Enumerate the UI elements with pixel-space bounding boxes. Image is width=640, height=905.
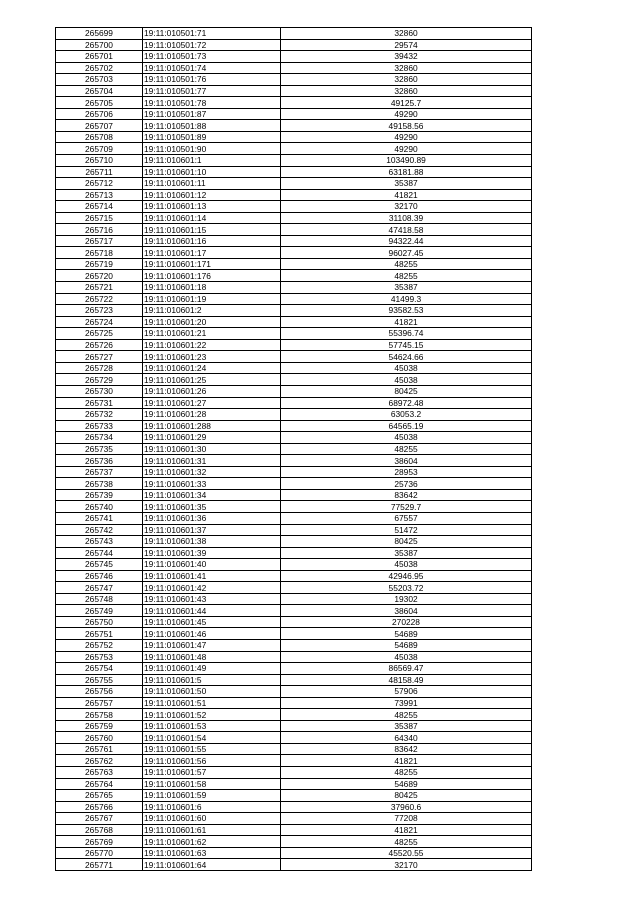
value-cell: 49125.7 [281, 97, 532, 109]
row-id-cell: 265717 [56, 235, 143, 247]
value-cell: 55396.74 [281, 328, 532, 340]
table-row [56, 466, 532, 478]
table-row [56, 755, 532, 767]
value-cell: 39432 [281, 51, 532, 63]
value-cell: 25736 [281, 478, 532, 490]
cadastral-number-cell: 19:11:010601:63 [143, 847, 281, 859]
table-row [56, 97, 532, 109]
cadastral-number-cell: 19:11:010601:59 [143, 790, 281, 802]
row-id-cell: 265709 [56, 143, 143, 155]
cadastral-number-cell: 19:11:010501:90 [143, 143, 281, 155]
row-id-cell: 265706 [56, 108, 143, 120]
table-row [56, 374, 532, 386]
row-id-cell: 265770 [56, 847, 143, 859]
value-cell: 42946.95 [281, 570, 532, 582]
value-cell: 35387 [281, 178, 532, 190]
value-cell: 41821 [281, 189, 532, 201]
cadastral-number-cell: 19:11:010601:29 [143, 432, 281, 444]
cadastral-number-cell: 19:11:010601:176 [143, 270, 281, 282]
cadastral-number-cell: 19:11:010601:19 [143, 293, 281, 305]
cadastral-number-cell: 19:11:010601:54 [143, 732, 281, 744]
value-cell: 45038 [281, 362, 532, 374]
table-row [56, 778, 532, 790]
row-id-cell: 265727 [56, 351, 143, 363]
table-row [56, 293, 532, 305]
row-id-cell: 265738 [56, 478, 143, 490]
value-cell: 83642 [281, 743, 532, 755]
table-row [56, 720, 532, 732]
table-row [56, 443, 532, 455]
value-cell: 94322.44 [281, 235, 532, 247]
table-row [56, 524, 532, 536]
table-row [56, 305, 532, 317]
row-id-cell: 265758 [56, 709, 143, 721]
cadastral-number-cell: 19:11:010601:25 [143, 374, 281, 386]
value-cell: 38604 [281, 455, 532, 467]
value-cell: 54624.66 [281, 351, 532, 363]
row-id-cell: 265699 [56, 28, 143, 40]
value-cell: 48255 [281, 767, 532, 779]
value-cell: 55203.72 [281, 582, 532, 594]
row-id-cell: 265744 [56, 547, 143, 559]
row-id-cell: 265729 [56, 374, 143, 386]
table-row [56, 51, 532, 63]
table-row [56, 62, 532, 74]
table-row [56, 409, 532, 421]
cadastral-number-cell: 19:11:010601:20 [143, 316, 281, 328]
table-row [56, 478, 532, 490]
value-cell: 80425 [281, 790, 532, 802]
value-cell: 49290 [281, 131, 532, 143]
row-id-cell: 265748 [56, 593, 143, 605]
row-id-cell: 265711 [56, 166, 143, 178]
value-cell: 31108.39 [281, 212, 532, 224]
cadastral-number-cell: 19:11:010601:10 [143, 166, 281, 178]
table-row [56, 743, 532, 755]
data-table [55, 27, 532, 871]
value-cell: 32860 [281, 74, 532, 86]
value-cell: 29574 [281, 39, 532, 51]
cadastral-number-cell: 19:11:010601:32 [143, 466, 281, 478]
row-id-cell: 265708 [56, 131, 143, 143]
table-row [56, 767, 532, 779]
cadastral-number-cell: 19:11:010601:21 [143, 328, 281, 340]
row-id-cell: 265749 [56, 605, 143, 617]
cadastral-number-cell: 19:11:010601:5 [143, 674, 281, 686]
table-row [56, 547, 532, 559]
cadastral-number-cell: 19:11:010601:52 [143, 709, 281, 721]
value-cell: 54689 [281, 639, 532, 651]
value-cell: 35387 [281, 547, 532, 559]
row-id-cell: 265714 [56, 201, 143, 213]
row-id-cell: 265759 [56, 720, 143, 732]
cadastral-number-cell: 19:11:010601:47 [143, 639, 281, 651]
cadastral-number-cell: 19:11:010601:24 [143, 362, 281, 374]
row-id-cell: 265761 [56, 743, 143, 755]
value-cell: 57745.15 [281, 339, 532, 351]
table-row [56, 362, 532, 374]
row-id-cell: 265760 [56, 732, 143, 744]
row-id-cell: 265724 [56, 316, 143, 328]
row-id-cell: 265731 [56, 397, 143, 409]
cadastral-number-cell: 19:11:010501:76 [143, 74, 281, 86]
cadastral-number-cell: 19:11:010501:77 [143, 85, 281, 97]
row-id-cell: 265747 [56, 582, 143, 594]
row-id-cell: 265737 [56, 466, 143, 478]
table-row [56, 512, 532, 524]
table-row [56, 836, 532, 848]
table-row [56, 270, 532, 282]
cadastral-number-cell: 19:11:010601:23 [143, 351, 281, 363]
cadastral-number-cell: 19:11:010601:11 [143, 178, 281, 190]
row-id-cell: 265713 [56, 189, 143, 201]
cadastral-number-cell: 19:11:010601:31 [143, 455, 281, 467]
cadastral-number-cell: 19:11:010601:6 [143, 801, 281, 813]
row-id-cell: 265746 [56, 570, 143, 582]
row-id-cell: 265763 [56, 767, 143, 779]
cadastral-number-cell: 19:11:010501:73 [143, 51, 281, 63]
table-row [56, 489, 532, 501]
table-row [56, 790, 532, 802]
value-cell: 32170 [281, 859, 532, 871]
value-cell: 48255 [281, 836, 532, 848]
row-id-cell: 265725 [56, 328, 143, 340]
table-row [56, 339, 532, 351]
table-row [56, 131, 532, 143]
row-id-cell: 265762 [56, 755, 143, 767]
cadastral-number-cell: 19:11:010601:57 [143, 767, 281, 779]
value-cell: 37960.6 [281, 801, 532, 813]
cadastral-number-cell: 19:11:010601:1 [143, 155, 281, 167]
table-row [56, 189, 532, 201]
row-id-cell: 265718 [56, 247, 143, 259]
row-id-cell: 265710 [56, 155, 143, 167]
table-row [56, 432, 532, 444]
table-row [56, 282, 532, 294]
table-row [56, 663, 532, 675]
table-row [56, 697, 532, 709]
table-row [56, 628, 532, 640]
table-row [56, 74, 532, 86]
value-cell: 68972.48 [281, 397, 532, 409]
cadastral-number-cell: 19:11:010601:40 [143, 559, 281, 571]
row-id-cell: 265728 [56, 362, 143, 374]
cadastral-number-cell: 19:11:010601:48 [143, 651, 281, 663]
value-cell: 80425 [281, 536, 532, 548]
row-id-cell: 265734 [56, 432, 143, 444]
row-id-cell: 265753 [56, 651, 143, 663]
table-row [56, 258, 532, 270]
table-row [56, 593, 532, 605]
table-row [56, 397, 532, 409]
value-cell: 80425 [281, 385, 532, 397]
cadastral-number-cell: 19:11:010601:61 [143, 824, 281, 836]
row-id-cell: 265715 [56, 212, 143, 224]
table-row [56, 155, 532, 167]
table-row [56, 651, 532, 663]
value-cell: 51472 [281, 524, 532, 536]
table-row [56, 582, 532, 594]
row-id-cell: 265757 [56, 697, 143, 709]
row-id-cell: 265740 [56, 501, 143, 513]
table-row [56, 674, 532, 686]
row-id-cell: 265751 [56, 628, 143, 640]
cadastral-number-cell: 19:11:010601:15 [143, 224, 281, 236]
value-cell: 28953 [281, 466, 532, 478]
value-cell: 48158.49 [281, 674, 532, 686]
row-id-cell: 265768 [56, 824, 143, 836]
value-cell: 48255 [281, 258, 532, 270]
cadastral-number-cell: 19:11:010601:43 [143, 593, 281, 605]
value-cell: 83642 [281, 489, 532, 501]
row-id-cell: 265752 [56, 639, 143, 651]
value-cell: 96027.45 [281, 247, 532, 259]
value-cell: 57906 [281, 686, 532, 698]
data-table-body [56, 28, 532, 871]
value-cell: 77208 [281, 813, 532, 825]
table-row [56, 686, 532, 698]
value-cell: 103490.89 [281, 155, 532, 167]
row-id-cell: 265732 [56, 409, 143, 421]
cadastral-number-cell: 19:11:010601:45 [143, 616, 281, 628]
cadastral-number-cell: 19:11:010601:62 [143, 836, 281, 848]
cadastral-number-cell: 19:11:010601:35 [143, 501, 281, 513]
row-id-cell: 265700 [56, 39, 143, 51]
value-cell: 270228 [281, 616, 532, 628]
value-cell: 54689 [281, 628, 532, 640]
value-cell: 41821 [281, 755, 532, 767]
row-id-cell: 265719 [56, 258, 143, 270]
cadastral-number-cell: 19:11:010501:74 [143, 62, 281, 74]
table-row [56, 28, 532, 40]
value-cell: 45038 [281, 651, 532, 663]
cadastral-number-cell: 19:11:010601:28 [143, 409, 281, 421]
value-cell: 86569.47 [281, 663, 532, 675]
value-cell: 49290 [281, 108, 532, 120]
value-cell: 64565.19 [281, 420, 532, 432]
cadastral-number-cell: 19:11:010601:50 [143, 686, 281, 698]
cadastral-number-cell: 19:11:010601:36 [143, 512, 281, 524]
table-row [56, 120, 532, 132]
cadastral-number-cell: 19:11:010601:14 [143, 212, 281, 224]
cadastral-number-cell: 19:11:010601:22 [143, 339, 281, 351]
table-row [56, 224, 532, 236]
row-id-cell: 265723 [56, 305, 143, 317]
cadastral-number-cell: 19:11:010601:60 [143, 813, 281, 825]
row-id-cell: 265726 [56, 339, 143, 351]
value-cell: 54689 [281, 778, 532, 790]
table-row [56, 385, 532, 397]
value-cell: 41821 [281, 316, 532, 328]
cadastral-number-cell: 19:11:010601:17 [143, 247, 281, 259]
row-id-cell: 265733 [56, 420, 143, 432]
cadastral-number-cell: 19:11:010601:27 [143, 397, 281, 409]
row-id-cell: 265745 [56, 559, 143, 571]
row-id-cell: 265721 [56, 282, 143, 294]
table-row [56, 616, 532, 628]
row-id-cell: 265741 [56, 512, 143, 524]
table-row [56, 235, 532, 247]
value-cell: 48255 [281, 270, 532, 282]
value-cell: 93582.53 [281, 305, 532, 317]
table-row [56, 813, 532, 825]
table-row [56, 455, 532, 467]
row-id-cell: 265769 [56, 836, 143, 848]
row-id-cell: 265720 [56, 270, 143, 282]
row-id-cell: 265756 [56, 686, 143, 698]
row-id-cell: 265742 [56, 524, 143, 536]
table-row [56, 559, 532, 571]
cadastral-number-cell: 19:11:010601:56 [143, 755, 281, 767]
table-row [56, 501, 532, 513]
table-row [56, 108, 532, 120]
cadastral-number-cell: 19:11:010601:41 [143, 570, 281, 582]
row-id-cell: 265764 [56, 778, 143, 790]
row-id-cell: 265736 [56, 455, 143, 467]
row-id-cell: 265730 [56, 385, 143, 397]
row-id-cell: 265716 [56, 224, 143, 236]
cadastral-number-cell: 19:11:010601:51 [143, 697, 281, 709]
value-cell: 77529.7 [281, 501, 532, 513]
table-row [56, 201, 532, 213]
table-row [56, 143, 532, 155]
row-id-cell: 265704 [56, 85, 143, 97]
table-row [56, 247, 532, 259]
table-row [56, 847, 532, 859]
cadastral-number-cell: 19:11:010601:12 [143, 189, 281, 201]
cadastral-number-cell: 19:11:010601:58 [143, 778, 281, 790]
table-row [56, 536, 532, 548]
value-cell: 45038 [281, 374, 532, 386]
table-row [56, 212, 532, 224]
value-cell: 45038 [281, 432, 532, 444]
value-cell: 19302 [281, 593, 532, 605]
table-row [56, 639, 532, 651]
cadastral-number-cell: 19:11:010601:33 [143, 478, 281, 490]
value-cell: 67557 [281, 512, 532, 524]
value-cell: 32860 [281, 62, 532, 74]
row-id-cell: 265771 [56, 859, 143, 871]
cadastral-number-cell: 19:11:010501:89 [143, 131, 281, 143]
value-cell: 41499.3 [281, 293, 532, 305]
cadastral-number-cell: 19:11:010601:18 [143, 282, 281, 294]
value-cell: 32860 [281, 85, 532, 97]
value-cell: 32170 [281, 201, 532, 213]
row-id-cell: 265765 [56, 790, 143, 802]
cadastral-number-cell: 19:11:010601:55 [143, 743, 281, 755]
cadastral-number-cell: 19:11:010601:2 [143, 305, 281, 317]
row-id-cell: 265755 [56, 674, 143, 686]
cadastral-number-cell: 19:11:010601:64 [143, 859, 281, 871]
row-id-cell: 265702 [56, 62, 143, 74]
table-row [56, 328, 532, 340]
row-id-cell: 265739 [56, 489, 143, 501]
value-cell: 45520.55 [281, 847, 532, 859]
table-row [56, 801, 532, 813]
table-row [56, 178, 532, 190]
cadastral-number-cell: 19:11:010501:78 [143, 97, 281, 109]
row-id-cell: 265712 [56, 178, 143, 190]
cadastral-number-cell: 19:11:010601:46 [143, 628, 281, 640]
value-cell: 35387 [281, 720, 532, 732]
value-cell: 48255 [281, 443, 532, 455]
value-cell: 32860 [281, 28, 532, 40]
value-cell: 41821 [281, 824, 532, 836]
cadastral-number-cell: 19:11:010601:49 [143, 663, 281, 675]
cadastral-number-cell: 19:11:010601:34 [143, 489, 281, 501]
row-id-cell: 265722 [56, 293, 143, 305]
table-row [56, 85, 532, 97]
cadastral-number-cell: 19:11:010601:30 [143, 443, 281, 455]
cadastral-number-cell: 19:11:010601:42 [143, 582, 281, 594]
row-id-cell: 265703 [56, 74, 143, 86]
row-id-cell: 265735 [56, 443, 143, 455]
cadastral-number-cell: 19:11:010601:37 [143, 524, 281, 536]
value-cell: 38604 [281, 605, 532, 617]
row-id-cell: 265705 [56, 97, 143, 109]
table-row [56, 420, 532, 432]
cadastral-number-cell: 19:11:010601:26 [143, 385, 281, 397]
value-cell: 49290 [281, 143, 532, 155]
row-id-cell: 265750 [56, 616, 143, 628]
table-row [56, 732, 532, 744]
cadastral-number-cell: 19:11:010601:16 [143, 235, 281, 247]
table-row [56, 709, 532, 721]
value-cell: 45038 [281, 559, 532, 571]
cadastral-number-cell: 19:11:010501:71 [143, 28, 281, 40]
value-cell: 73991 [281, 697, 532, 709]
cadastral-number-cell: 19:11:010501:88 [143, 120, 281, 132]
value-cell: 63181.88 [281, 166, 532, 178]
row-id-cell: 265707 [56, 120, 143, 132]
row-id-cell: 265766 [56, 801, 143, 813]
row-id-cell: 265701 [56, 51, 143, 63]
cadastral-number-cell: 19:11:010501:87 [143, 108, 281, 120]
cadastral-number-cell: 19:11:010601:44 [143, 605, 281, 617]
value-cell: 35387 [281, 282, 532, 294]
value-cell: 64340 [281, 732, 532, 744]
value-cell: 47418.58 [281, 224, 532, 236]
value-cell: 63053.2 [281, 409, 532, 421]
table-row [56, 351, 532, 363]
cadastral-number-cell: 19:11:010601:13 [143, 201, 281, 213]
cadastral-number-cell: 19:11:010601:39 [143, 547, 281, 559]
cadastral-number-cell: 19:11:010601:38 [143, 536, 281, 548]
cadastral-number-cell: 19:11:010601:288 [143, 420, 281, 432]
row-id-cell: 265754 [56, 663, 143, 675]
value-cell: 48255 [281, 709, 532, 721]
table-row [56, 570, 532, 582]
cadastral-number-cell: 19:11:010601:53 [143, 720, 281, 732]
table-row [56, 859, 532, 871]
table-row [56, 605, 532, 617]
value-cell: 49158.56 [281, 120, 532, 132]
row-id-cell: 265743 [56, 536, 143, 548]
table-row [56, 39, 532, 51]
table-row [56, 824, 532, 836]
row-id-cell: 265767 [56, 813, 143, 825]
cadastral-number-cell: 19:11:010601:171 [143, 258, 281, 270]
table-row [56, 316, 532, 328]
cadastral-number-cell: 19:11:010501:72 [143, 39, 281, 51]
table-row [56, 166, 532, 178]
